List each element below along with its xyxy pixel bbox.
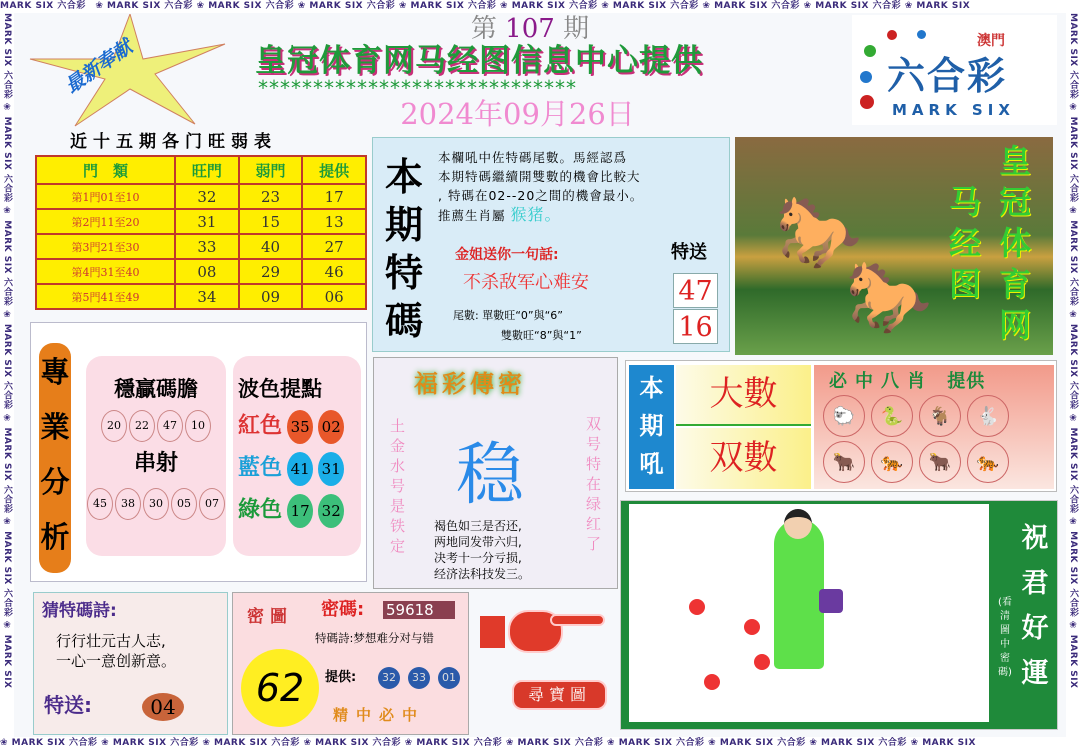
fucai-left-text: 土金水号是铁定 [390, 417, 406, 555]
basket-icon [819, 589, 843, 613]
table-row: 第2門11至20 31 15 13 [36, 209, 366, 234]
poem-send-number: 04 [142, 693, 184, 721]
apple-icon [754, 654, 770, 670]
analysis-panel [30, 322, 367, 582]
special-title: 本期特碼 [385, 155, 424, 343]
gift-title: 金姐送你一句話: [455, 247, 559, 263]
fucai-big-char: 稳 [456, 436, 525, 515]
treasure-illustration [629, 504, 989, 722]
fucai-title: 福彩傳密 [414, 370, 526, 398]
secret-number: 33 [408, 667, 430, 689]
treasure-label: 尋寶圖 [512, 680, 607, 710]
fucai-right-text: 双号特在绿红了 [586, 415, 602, 553]
table-title: 近十五期各门旺弱表 [70, 132, 277, 152]
star-badge-icon [25, 14, 235, 129]
stars-row: ***************************** [258, 76, 577, 100]
tail-odd: 尾數: 單數旺“0”與“6” [453, 309, 563, 322]
photo-left-text: 马经图 [948, 183, 981, 303]
border-top: MARK SIX 六合彩 ❀ MARK SIX 六合彩 ❀ MARK SIX 六合彩 ❀ MARK SIX 六合彩 ❀ MARK SIX 六合彩 ❀ MARK SIX 六合彩 ❀ MARK SIX 六合彩 ❀ MARK SIX 六合彩 ❀ MARK SIX 六合彩 ❀ MARK SIX [0, 0, 1080, 13]
send-number: 16 [673, 309, 718, 344]
table-row: 第1門01至10 32 23 17 [36, 184, 366, 209]
horse-race-photo [735, 137, 1053, 355]
secret-panel [232, 592, 469, 735]
fucai-panel [373, 357, 618, 589]
roar-side-label: 本期吼 [629, 365, 674, 489]
border-bottom: ❀ MARK SIX 六合彩 ❀ MARK SIX 六合彩 ❀ MARK SIX 六合彩 ❀ MARK SIX 六合彩 ❀ MARK SIX 六合彩 ❀ MARK SIX 六合彩 ❀ MARK SIX 六合彩 ❀ MARK SIX 六合彩 ❀ MARK SIX 六合彩 ❀ MARK SIX [0, 737, 1080, 750]
horse-icon: 🐎 [845, 256, 933, 338]
poem-send-label: 特送: [44, 693, 92, 717]
apple-icon [689, 599, 705, 615]
roar-big: 大數 [676, 365, 811, 426]
fucai-poem: 褐色如三是否还, 两地同发带六归, 决考十一分亏损, 经济法科技发三。 [434, 519, 531, 581]
badge-text: 最新奉献 [61, 35, 137, 98]
luck-subtitle: (看清圖中密碼) [998, 597, 1012, 678]
gift-text: 不杀敌军心难安 [463, 272, 589, 293]
poem-title: 猜特碼詩: [42, 601, 117, 621]
secret-slogan: 精中必中 [333, 706, 426, 724]
lady-figure [774, 519, 824, 669]
logo-en: MARK SIX [892, 101, 1015, 119]
horse-icon: 🐎 [775, 191, 863, 273]
roar-even: 双數 [676, 428, 811, 489]
logo-name: 六合彩 [887, 54, 1008, 98]
poem-lines: 行行壮元古人志, 一心一意创新意。 [56, 632, 177, 670]
secret-number: 32 [378, 667, 400, 689]
special-text: 本欄吼中佐特碼尾數。馬經認爲 本期特碼繼續開雙數的機會比較大 , 特碼在02--20之間的機會最小。 推薦生肖屬 猴猪。 [438, 150, 644, 224]
apple-icon [704, 674, 720, 690]
send-number: 47 [673, 273, 718, 308]
tail-even: 雙數旺“8”與“1” [501, 329, 582, 342]
secret-label: 密圖 [247, 607, 293, 627]
analysis-side-label: 專業分析 [39, 343, 71, 573]
secret-picture-icon: 62 [241, 649, 319, 727]
roar-panel [625, 360, 1057, 492]
pointing-hand-icon [480, 608, 605, 653]
secret-provide-label: 提供: [325, 670, 357, 685]
logo-region: 澳門 [977, 33, 1005, 49]
secret-code: 59618 [383, 601, 455, 619]
apple-icon [744, 619, 760, 635]
special-code-panel [372, 137, 730, 352]
logo [852, 15, 1057, 125]
secret-poem: 特碼詩:梦想难分对与错 [315, 631, 434, 645]
date: 2024年09月26日 [400, 97, 635, 131]
table-row: 第4門31至40 08 29 46 [36, 259, 366, 284]
send-label: 特送 [671, 242, 707, 263]
luck-title: 祝君好運 [1021, 523, 1049, 689]
photo-right-text: 皇冠体育网 [998, 142, 1031, 344]
secret-code-label: 密碼: [321, 599, 365, 620]
headline: 皇冠体育网马经图信息中心提供 [255, 43, 703, 79]
table-row: 第5門41至49 34 09 06 [36, 284, 366, 309]
sure-win-box: 穩贏碼膽 20 22 47 10 串射 45 38 30 05 07 [86, 356, 226, 556]
treasure-picture [620, 500, 1058, 730]
secret-number: 01 [438, 667, 460, 689]
eight-zodiac-box: 必中八肖 提供 🐑 🐍 🐐 🐇 🐂 🐅 🐂 🐅 [814, 365, 1054, 489]
table-row: 第3門21至30 33 40 27 [36, 234, 366, 259]
wave-color-box: 波色提點 紅色 35 02 藍色 41 31 綠色 17 32 [233, 356, 361, 556]
border-left: MARK SIX 六合彩 ❀ MARK SIX 六合彩 ❀ MARK SIX 六合彩 ❀ MARK SIX 六合彩 ❀ MARK SIX 六合彩 ❀ MARK SIX 六合彩 ❀ MARK SIX [0, 13, 14, 737]
issue-number: 第 107 期 [470, 14, 590, 44]
border-right: MARK SIX 六合彩 ❀ MARK SIX 六合彩 ❀ MARK SIX 六合彩 ❀ MARK SIX 六合彩 ❀ MARK SIX 六合彩 ❀ MARK SIX 六合彩 ❀ MARK SIX [1066, 13, 1080, 737]
poem-panel [33, 592, 228, 735]
hot-cold-table: 門 類 旺門 弱門 提供 第1門01至10 32 23 17 第2門11至20 31 15 13 第3門21至30 33 40 27 第4門31至40 08 29 46 第5門41至49 34 09 06 [35, 155, 367, 310]
